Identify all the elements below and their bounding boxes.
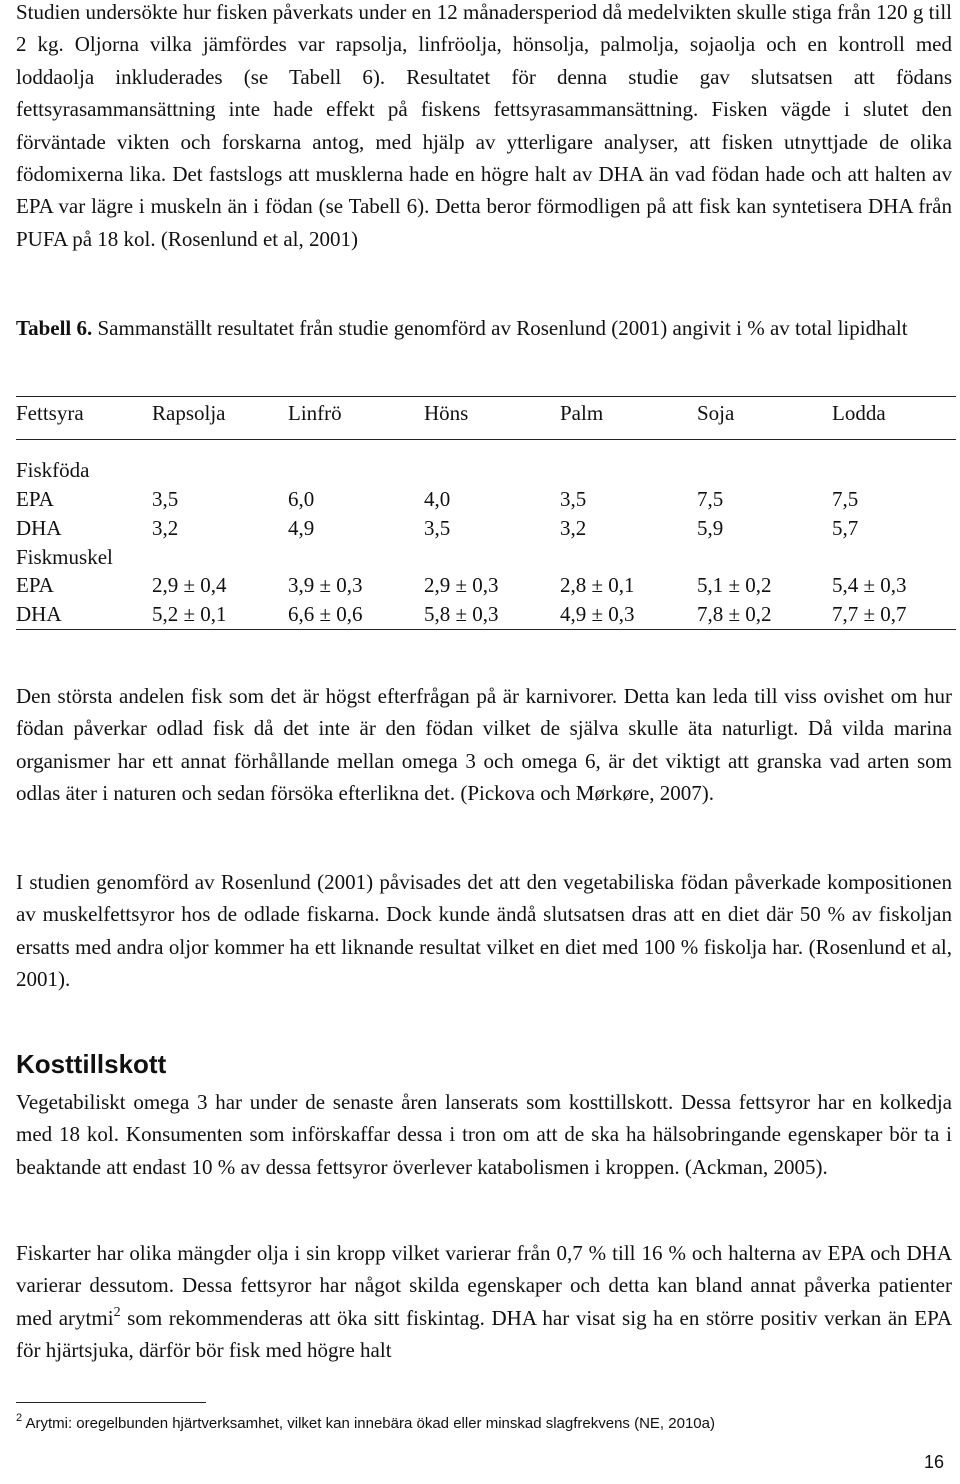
table-cell: 6,0: [288, 487, 315, 511]
footnote: [16, 1413, 715, 1435]
paragraph-supplements: Vegetabiliskt omega 3 har under de senaste åren lanserats som kosttillskott. Dessa fettsyror har en kolkedja med 18 kol. Konsumenten som införskaffar dessa i tron om att de ska ha hälsobringande egenskaper bör ta i beaktande att endast 10 % av dessa fettsyror överlever katabolismen i kroppen. (Ackman, 2005).: [16, 1090, 952, 1179]
table-row: [16, 543, 956, 572]
table-cell: EPA: [16, 573, 54, 597]
paragraph-carnivores: Den största andelen fisk som det är högst efterfrågan på är karnivorer. Detta kan leda till viss ovishet om hur födan påverkar odlad fisk då det inte är den födan vilket de själva skulle äta naturligt. Då vilda marina organismer har ett annat förhållande mellan omega 3 och omega 6, är det viktigt att granska vad arten som odlas äter i naturen och sedan försöka efterlikna det. (Pickova och Mørkøre, 2007).: [16, 684, 952, 806]
table-header-rule: [16, 439, 956, 440]
table-top-rule: [16, 396, 956, 397]
table-cell: 3,5: [152, 487, 179, 511]
table-row: [16, 485, 956, 514]
table-cell: 5,2 ± 0,1: [152, 602, 227, 626]
footnote-text: Arytmi: oregelbunden hjärtverksamhet, vilket kan innebära ökad eller minskad slagfrekvens (NE, 2010a): [22, 1415, 715, 1432]
paragraph-fish-oil-text: Fiskarter har olika mängder olja i sin kropp vilket varierar från 0,7 % till 16 % och halterna av EPA och DHA varierar dessutom. Dessa fettsyror har något skilda egenskaper och detta kan bland annat påverka patienter med arytmi: [16, 1241, 952, 1330]
page-number: 16: [923, 1452, 944, 1472]
table-header-cell: Rapsolja: [152, 401, 226, 425]
table-cell: 7,5: [832, 487, 859, 511]
footnote-separator: [16, 1402, 206, 1403]
table-cell: 4,9: [288, 516, 315, 540]
table-group-label: Fiskmuskel: [16, 545, 113, 569]
table-cell: 3,2: [560, 516, 587, 540]
table-cell: 3,9 ± 0,3: [288, 573, 363, 597]
table-header-cell: Linfrö: [288, 401, 342, 425]
table-cell: DHA: [16, 516, 62, 540]
table-cell: 3,2: [152, 516, 179, 540]
table-header-cell: Fettsyra: [16, 401, 84, 425]
table-header-cell: Palm: [560, 401, 604, 425]
table-caption: [16, 312, 952, 344]
table-cell: 2,9 ± 0,4: [152, 573, 227, 597]
table-cell: 2,8 ± 0,1: [560, 573, 635, 597]
table-group-label: Fiskföda: [16, 458, 90, 482]
table-header-cell: Soja: [697, 401, 735, 425]
table-cell: 4,0: [424, 487, 451, 511]
table-header-cell: Lodda: [832, 401, 886, 425]
table-cell: 7,7 ± 0,7: [832, 602, 907, 626]
footnote-reference[interactable]: 2: [113, 1304, 121, 1320]
table-cell: 5,7: [832, 516, 859, 540]
table-caption-label: Tabell 6.: [16, 316, 93, 340]
table-header-row: [16, 399, 956, 428]
section-heading: Kosttillskott: [16, 1049, 167, 1079]
table-caption-text: Sammanställt resultatet från studie genomförd av Rosenlund (2001) angivit i % av total lipidhalt: [92, 316, 908, 340]
table-cell: 5,8 ± 0,3: [424, 602, 499, 626]
table-row: [16, 514, 956, 543]
table-cell: 2,9 ± 0,3: [424, 573, 499, 597]
table-cell: 4,9 ± 0,3: [560, 602, 635, 626]
table-cell: 7,8 ± 0,2: [697, 602, 772, 626]
table-cell: 3,5: [560, 487, 587, 511]
table-cell: DHA: [16, 602, 62, 626]
table-cell: 5,4 ± 0,3: [832, 573, 907, 597]
paragraph-fish-oil-text-cont: som rekommenderas att öka sitt fiskintag. DHA har visat sig ha en större positiv verkan än EPA för hjärtsjuka, därför bör fisk med högre halt: [16, 1305, 952, 1363]
table-cell: 7,5: [697, 487, 724, 511]
table-cell: 5,1 ± 0,2: [697, 573, 772, 597]
table-row: [16, 456, 956, 485]
table-header-cell: Höns: [424, 401, 469, 425]
table-cell: 5,9: [697, 516, 724, 540]
table-cell: 3,5: [424, 516, 451, 540]
paragraph-vegetable-feed: I studien genomförd av Rosenlund (2001) påvisades det att den vegetabiliska födan påverkade kompositionen av muskelfettsyror hos de odlade fiskarna. Dock kunde ändå slutsatsen dras att en diet där 50 % av fiskoljan ersatts med andra oljor kommer ha ett liknande resultat vilket en diet med 100 % fiskolja har. (Rosenlund et al, 2001).: [16, 870, 952, 992]
footnote-mark: 2: [16, 1412, 23, 1424]
table-row: [16, 571, 956, 600]
table-cell: EPA: [16, 487, 54, 511]
table-row: [16, 600, 956, 629]
paragraph-study-description: Studien undersökte hur fisken påverkats under en 12 månadersperiod då medelvikten skulle stiga från 120 g till 2 kg. Oljorna vilka jämfördes var rapsolja, linfröolja, hönsolja, palmolja, sojaolja och en kontroll med loddaolja inkluderades (se Tabell 6). Resultatet för denna studie gav slutsatsen att födans fettsyrasammansättning inte hade effekt på fiskens fettsyrasammansättning. Fisken vägde i slutet den förväntade vikten och forskarna antog, med hjälp av ytterligare analyser, att fisken utnyttjade de olika födomixerna lika. Det fastslogs att musklerna hade en högre halt av DHA än vad födan hade och att halten av EPA var lägre i muskeln än i födan (se Tabell 6). Detta beror förmodligen på att fisk kan syntetisera DHA från PUFA på 18 kol. (Rosenlund et al, 2001): [16, 0, 952, 251]
table-bottom-rule: [16, 629, 956, 630]
paragraph-fish-oil: [16, 1237, 952, 1367]
table-cell: 6,6 ± 0,6: [288, 602, 363, 626]
